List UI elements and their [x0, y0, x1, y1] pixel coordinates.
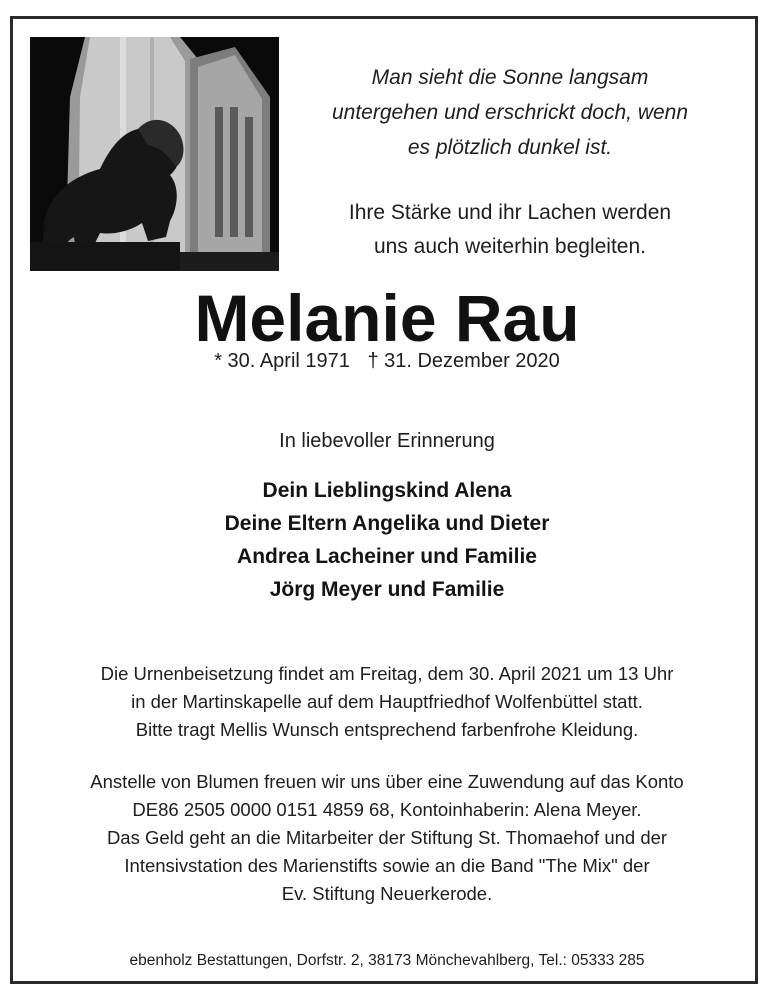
- tribute-text: [290, 196, 730, 264]
- donation-info-line: DE86 2505 0000 0151 4859 68, Kontoinhaberin: Alena Meyer.: [132, 799, 642, 820]
- mourner-entry: Andrea Lacheiner und Familie: [237, 545, 537, 568]
- quote-line: es plötzlich dunkel ist.: [407, 136, 613, 159]
- donation-info-line: Intensivstation des Marienstifts sowie an die Band "The Mix" der: [124, 855, 650, 876]
- mourner-entry: Dein Lieblingskind Alena: [262, 479, 512, 502]
- donation-info-line: Anstelle von Blumen freuen wir uns über eine Zuwendung auf das Konto: [90, 771, 684, 792]
- death-date: † 31. Dezember 2020: [367, 350, 560, 372]
- tribute-line: Ihre Stärke und ihr Lachen werden: [348, 201, 672, 224]
- tribute-line: uns auch weiterhin begleiten.: [373, 235, 646, 258]
- memory-line: In liebevoller Erinnerung: [279, 430, 495, 452]
- quote-text: [290, 60, 730, 165]
- mourners-list: [0, 474, 774, 606]
- donation-info-line: Ev. Stiftung Neuerkerode.: [281, 883, 493, 904]
- funeral-home-footer: ebenholz Bestattungen, Dorfstr. 2, 38173 Mönchevahlberg, Tel.: 05333 285: [129, 952, 645, 969]
- mourner-entry: Deine Eltern Angelika und Dieter: [224, 512, 550, 535]
- funeral-info-line: in der Martinskapelle auf dem Hauptfriedhof Wolfenbüttel statt.: [131, 691, 643, 712]
- birth-date: * 30. April 1971: [214, 350, 350, 372]
- funeral-info-line: Die Urnenbeisetzung findet am Freitag, dem 30. April 2021 um 13 Uhr: [100, 663, 674, 684]
- quote-line: Man sieht die Sonne langsam: [371, 66, 649, 89]
- quote-line: untergehen und erschrickt doch, wenn: [331, 101, 689, 124]
- funeral-info: [0, 660, 774, 744]
- mourner-entry: Jörg Meyer und Familie: [269, 578, 505, 601]
- donation-info: [0, 768, 774, 908]
- lion-monument-photo: [30, 37, 279, 271]
- life-dates: [0, 350, 774, 373]
- donation-info-line: Das Geld geht an die Mitarbeiter der Stiftung St. Thomaehof und der: [106, 827, 668, 848]
- funeral-info-line: Bitte tragt Mellis Wunsch entsprechend farbenfrohe Kleidung.: [135, 719, 639, 740]
- deceased-name: Melanie Rau: [194, 281, 580, 355]
